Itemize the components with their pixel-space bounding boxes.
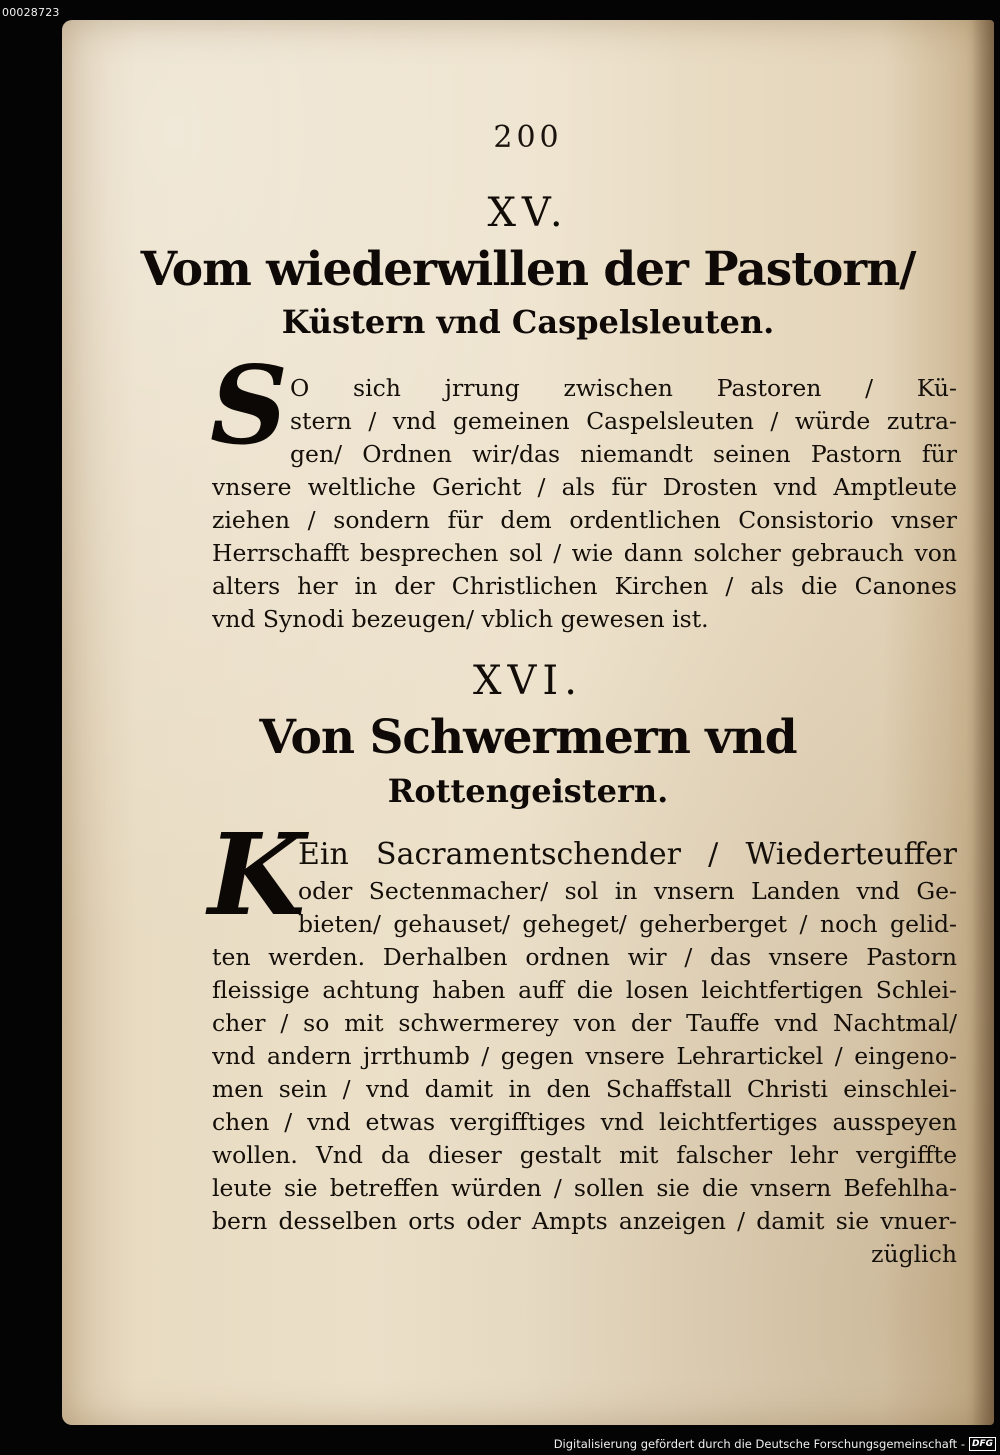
text-line: gen/ Ordnen wir/das niemandt seinen Pastorn für (290, 440, 957, 468)
text-line: fleissige achtung haben auff die losen leichtfertigen Schlei- (212, 976, 957, 1004)
section-xv-lines (212, 471, 957, 636)
section-xvi-lines-indented (298, 835, 957, 941)
scan-id-label: 00028723 (2, 6, 60, 19)
drop-cap-initial-k: K (208, 810, 306, 941)
dfg-logo: DFG (969, 1437, 996, 1451)
text-line: cher / so mit schwermerey von der Tauffe vnd Nachtmal/ (212, 1009, 957, 1037)
text-line: O sich jrrung zwischen Pastoren / Kü- (290, 374, 957, 402)
book-page (62, 20, 994, 1425)
text-line: bern desselben orts oder Ampts anzeigen / damit sie vnuer- (212, 1207, 957, 1235)
text-line: men sein / vnd damit in den Schaffstall Christi einschlei- (212, 1075, 957, 1103)
section-title-xvi-line1: Von Schwermern vnd (259, 710, 797, 765)
section-title-xv-line1: Vom wiederwillen der Pastorn/ (140, 242, 916, 297)
text-line: ziehen / sondern für dem ordentlichen Consistorio vnser (212, 506, 957, 534)
text-line: oder Sectenmacher/ sol in vnsern Landen vnd Ge- (298, 877, 957, 905)
text-line: ten werden. Derhalben ordnen wir / das vnsere Pastorn (212, 943, 957, 971)
text-line: wollen. Vnd da dieser gestalt mit falscher lehr vergiffte (212, 1141, 957, 1169)
catchword: züglich (871, 1240, 957, 1268)
text-line: vnd Synodi bezeugen/ vblich gewesen ist. (212, 605, 709, 633)
text-line: chen / vnd etwas vergifftiges vnd leichtfertiges ausspeyen (212, 1108, 957, 1136)
section-numeral-xvi: XVI. (473, 658, 583, 704)
funding-footer-text: Digitalisierung gefördert durch die Deutsche Forschungsgemeinschaft - (553, 1437, 965, 1451)
text-line: vnsere weltliche Gericht / als für Drosten vnd Amptleute (212, 473, 957, 501)
text-line: bieten/ gehauset/ geheget/ geherberget / noch gelid- (298, 910, 957, 938)
section-xvi-lines (212, 941, 957, 1271)
text-line: stern / vnd gemeinen Caspelsleuten / würde zutra- (290, 407, 957, 435)
text-line: Ein Sacramentschender / Wiederteuffer (298, 837, 957, 872)
text-line: alters her in der Christlichen Kirchen / als die Canones (212, 572, 957, 600)
text-line: leute sie betreffen würden / sollen sie die vnsern Befehlha- (212, 1174, 957, 1202)
funding-footer (554, 1437, 996, 1451)
text-line: vnd andern jrrthumb / gegen vnsere Lehrartickel / eingeno- (212, 1042, 957, 1070)
section-xv-lines-indented (290, 372, 957, 471)
section-title-xv-line2: Küstern vnd Caspelsleuten. (281, 303, 775, 341)
text-line: Herrschafft besprechen sol / wie dann solcher gebrauch von (212, 539, 957, 567)
drop-cap-initial-s: S (210, 343, 288, 469)
section-title-xvi-line2: Rottengeistern. (387, 772, 669, 810)
section-numeral-xv: XV. (487, 190, 569, 236)
page-number: 200 (493, 120, 563, 155)
